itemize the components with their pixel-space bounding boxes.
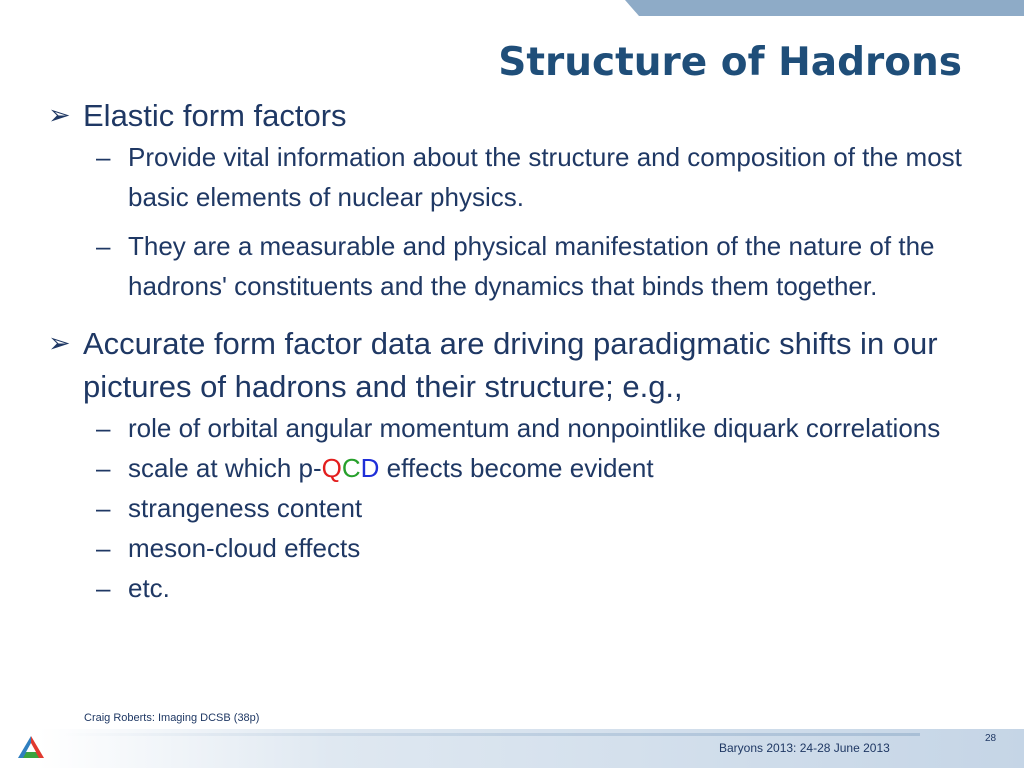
sub-bullet-text (128, 453, 654, 483)
tricolor-triangle-logo (17, 735, 45, 759)
qcd-letter-c: C (341, 453, 361, 483)
sub-bullet-text: role of orbital angular momentum and nonpointlike diquark correlations (128, 413, 941, 443)
sub-bullet-text: meson-cloud effects (128, 533, 361, 563)
bullet-accurate-form-factor-data (48, 322, 1020, 408)
sub-bullet (48, 528, 1020, 568)
sub-bullet (48, 568, 1020, 608)
page-number: 28 (985, 733, 997, 744)
sub-bullet-text: strangeness content (128, 493, 363, 523)
qcd-letter-d: D (360, 453, 380, 483)
dash-bullet-icon: – (96, 413, 111, 443)
bullet-elastic-form-factors (48, 94, 1020, 137)
header-band (625, 0, 1024, 16)
sub-bullet (48, 488, 1020, 528)
sub-bullet (48, 137, 1020, 217)
pqcd-suffix: effects become evident (379, 453, 654, 483)
sub-bullet-text: They are a measurable and physical manifestation of the nature of the hadrons' constituents and the dynamics that binds them together. (128, 231, 935, 301)
sub-bullet-text: etc. (128, 573, 170, 603)
footer-divider (60, 733, 920, 736)
dash-bullet-icon: – (96, 453, 111, 483)
footer-author: Craig Roberts: Imaging DCSB (38p) (84, 712, 260, 724)
qcd-letter-q: Q (321, 453, 342, 483)
sub-bullet-text: Provide vital information about the structure and composition of the most basic elements of nuclear physics. (128, 142, 962, 212)
arrowhead-bullet-icon: ➢ (48, 328, 71, 358)
arrowhead-bullet-icon: ➢ (48, 100, 71, 130)
pqcd-prefix: scale at which p- (128, 453, 322, 483)
bullet-text: Elastic form factors (83, 98, 347, 133)
slide-body (48, 94, 1020, 608)
dash-bullet-icon: – (96, 493, 111, 523)
footer-conference: Baryons 2013: 24-28 June 2013 (719, 741, 890, 755)
dash-bullet-icon: – (96, 142, 111, 172)
dash-bullet-icon: – (96, 573, 111, 603)
dash-bullet-icon: – (96, 533, 111, 563)
slide-title: Structure of Hadrons (498, 40, 962, 85)
sub-bullet-pqcd (48, 448, 1020, 488)
dash-bullet-icon: – (96, 231, 111, 261)
bullet-text: Accurate form factor data are driving paradigmatic shifts in our pictures of hadrons and their structure; e.g., (83, 326, 938, 404)
sub-bullet (48, 408, 1020, 448)
sub-bullet (48, 226, 1020, 306)
